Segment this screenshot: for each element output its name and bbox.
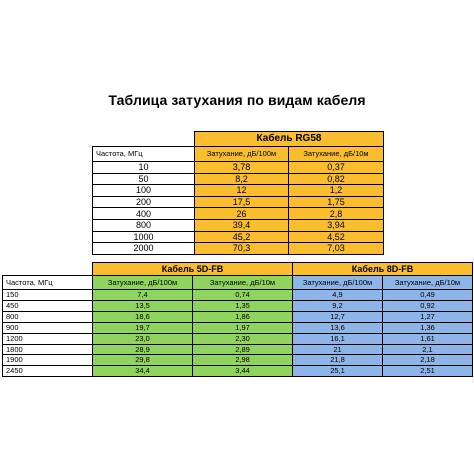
- table-row: [93, 173, 384, 185]
- value-cell: 0,82: [289, 173, 384, 185]
- value-cell: 4,52: [289, 231, 384, 243]
- value-cell: 1,36: [383, 322, 473, 333]
- value-cell: 21,8: [293, 355, 383, 366]
- value-cell: 29,8: [93, 355, 193, 366]
- value-cell: 0,92: [383, 300, 473, 311]
- value-cell: 1,35: [193, 300, 293, 311]
- table-header-band: [93, 132, 384, 147]
- table-row: [93, 185, 384, 197]
- frequency-cell: 800: [3, 311, 93, 322]
- frequency-cell: 10: [93, 162, 195, 174]
- attenuation-10m-header: Затухание, дБ/10м: [289, 147, 384, 162]
- frequency-cell: 100: [93, 185, 195, 197]
- table-row: [93, 219, 384, 231]
- frequency-cell: 2450: [3, 366, 93, 377]
- value-cell: 17,5: [195, 196, 289, 208]
- value-cell: 21: [293, 344, 383, 355]
- table-row: [3, 355, 473, 366]
- table-row: [93, 162, 384, 174]
- table-row: [93, 196, 384, 208]
- table-row: [3, 311, 473, 322]
- value-cell: 25,1: [293, 366, 383, 377]
- table-row: [3, 366, 473, 377]
- value-cell: 9,2: [293, 300, 383, 311]
- value-cell: 1,61: [383, 333, 473, 344]
- value-cell: 2,1: [383, 344, 473, 355]
- frequency-cell: 50: [93, 173, 195, 185]
- table-subheader: [93, 147, 384, 162]
- value-cell: 12: [195, 185, 289, 197]
- table-row: [3, 290, 473, 301]
- value-cell: 4,9: [293, 290, 383, 301]
- value-cell: 7,03: [289, 243, 384, 255]
- table-row: [93, 243, 384, 255]
- value-cell: 0,37: [289, 162, 384, 174]
- value-cell: 39,4: [195, 219, 289, 231]
- frequency-cell: 1200: [3, 333, 93, 344]
- table-row: [3, 300, 473, 311]
- value-cell: 2,98: [193, 355, 293, 366]
- table-row: [3, 333, 473, 344]
- 5d-attenuation-100m-header: Затухание, дБ/100м: [93, 276, 193, 290]
- value-cell: 3,78: [195, 162, 289, 174]
- value-cell: 2,8: [289, 208, 384, 220]
- value-cell: 1,86: [193, 311, 293, 322]
- frequency-cell: 1900: [3, 355, 93, 366]
- value-cell: 2,18: [383, 355, 473, 366]
- 8d-attenuation-10m-header: Затухание, дБ/10м: [383, 276, 473, 290]
- attenuation-100m-header: Затухание, дБ/100м: [195, 147, 289, 162]
- value-cell: 7,4: [93, 290, 193, 301]
- table-row: [3, 344, 473, 355]
- value-cell: 1,2: [289, 185, 384, 197]
- cable-8d-fb-header: Кабель 8D-FB: [293, 263, 473, 276]
- value-cell: 0,49: [383, 290, 473, 301]
- value-cell: 1,27: [383, 311, 473, 322]
- 8d-attenuation-100m-header: Затухание, дБ/100м: [293, 276, 383, 290]
- value-cell: 12,7: [293, 311, 383, 322]
- value-cell: 0,74: [193, 290, 293, 301]
- value-cell: 28,9: [93, 344, 193, 355]
- frequency-cell: 450: [3, 300, 93, 311]
- value-cell: 18,6: [93, 311, 193, 322]
- 5d-attenuation-10m-header: Затухание, дБ/10м: [193, 276, 293, 290]
- blank-cell: [93, 132, 195, 147]
- value-cell: 23,0: [93, 333, 193, 344]
- table-row: [93, 208, 384, 220]
- value-cell: 2,51: [383, 366, 473, 377]
- table-row: [3, 322, 473, 333]
- frequency-cell: 2000: [93, 243, 195, 255]
- table-subheader: [3, 276, 473, 290]
- fb-cables-attenuation-table: [2, 262, 473, 377]
- frequency-cell: 800: [93, 219, 195, 231]
- frequency-cell: 900: [3, 322, 93, 333]
- frequency-cell: 200: [93, 196, 195, 208]
- frequency-cell: 400: [93, 208, 195, 220]
- value-cell: 26: [195, 208, 289, 220]
- frequency-cell: 150: [3, 290, 93, 301]
- value-cell: 34,4: [93, 366, 193, 377]
- value-cell: 3,44: [193, 366, 293, 377]
- value-cell: 13,6: [293, 322, 383, 333]
- value-cell: 1,75: [289, 196, 384, 208]
- frequency-header: Частота, МГц: [93, 147, 195, 162]
- value-cell: 2,89: [193, 344, 293, 355]
- value-cell: 1,97: [193, 322, 293, 333]
- frequency-cell: 1800: [3, 344, 93, 355]
- value-cell: 16,1: [293, 333, 383, 344]
- value-cell: 8,2: [195, 173, 289, 185]
- page-title: Таблица затухания по видам кабеля: [108, 92, 366, 108]
- table-row: [93, 231, 384, 243]
- value-cell: 3,94: [289, 219, 384, 231]
- value-cell: 45,2: [195, 231, 289, 243]
- frequency-cell: 1000: [93, 231, 195, 243]
- table-header-band: [3, 263, 473, 276]
- frequency-header: Частота, МГц: [3, 276, 93, 290]
- value-cell: 13,5: [93, 300, 193, 311]
- cable-5d-fb-header: Кабель 5D-FB: [93, 263, 293, 276]
- rg58-attenuation-table: [92, 131, 384, 255]
- value-cell: 19,7: [93, 322, 193, 333]
- blank-cell: [3, 263, 93, 276]
- value-cell: 70,3: [195, 243, 289, 255]
- cable-rg58-header: Кабель RG58: [195, 132, 384, 147]
- value-cell: 2,30: [193, 333, 293, 344]
